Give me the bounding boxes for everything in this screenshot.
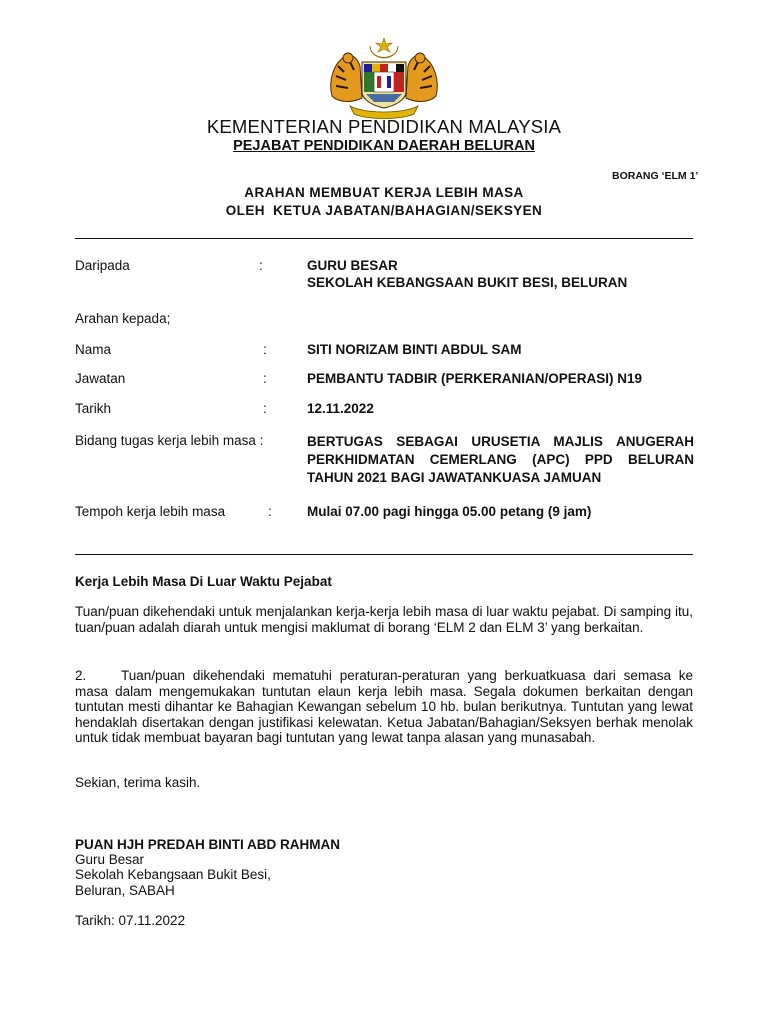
tarikh-value: 12.11.2022 [307,401,374,416]
ministry-name: KEMENTERIAN PENDIDIKAN MALAYSIA [206,116,562,137]
daripada-label: Daripada [75,258,130,273]
tempoh-value: Mulai 07.00 pagi hingga 05.00 petang (9 jam) [307,504,592,519]
paragraph-2: Tuan/puan dikehendaki mematuhi peraturan-peraturan yang berkuatkuasa dari semasa ke masa dalam mengemukakan tuntutan elaun kerja lebih masa. Segala dokumen berkaitan dengan tuntutan mesti dihantar ke Bahagian Kewangan sebelum 10 hb. bulan berikutnya. Tuntutan yang lewat hendaklah disertakan dengan justifikasi kelewatan. Ketua Jabatan/Bahagian/Seksyen berhak menolak untuk tidak membuat bayaran bagi tuntutan yang lewat tanpa alasan yang munasabah. [75,668,693,745]
jawatan-value: PEMBANTU TADBIR (PERKERANIAN/OPERASI) N19 [307,371,643,386]
jawatan-label: Jawatan [75,371,126,386]
jawatan-colon: : [263,371,267,386]
office-name: PEJABAT PENDIDIKAN DAERAH BELURAN [233,138,535,154]
tempoh-colon: : [268,504,272,519]
daripada-value-line2: SEKOLAH KEBANGSAAN BUKIT BESI, BELURAN [307,275,628,290]
form-code: BORANG ‘ELM 1’ [612,170,699,182]
section-heading: Kerja Lebih Masa Di Luar Waktu Pejabat [75,574,332,589]
signatory-school: Sekolah Kebangsaan Bukit Besi, [75,867,271,882]
signatory-position: Guru Besar [75,852,145,867]
nama-colon: : [263,342,267,357]
signatory-name: PUAN HJH PREDAH BINTI ABD RAHMAN [75,837,341,852]
bidang-tugas-label: Bidang tugas kerja lebih masa : [75,433,264,448]
nama-label: Nama [75,342,112,357]
tarikh-label: Tarikh [75,401,112,416]
daripada-colon: : [259,258,263,273]
nama-value: SITI NORIZAM BINTI ABDUL SAM [307,342,522,357]
bidang-tugas-value: BERTUGAS SEBAGAI URUSETIA MAJLIS ANUGERAH PERKHIDMATAN CEMERLANG (APC) PPD BELURAN TAHUN 2021 BAGI JAWATANKUASA JAMUAN [307,434,694,485]
top-divider [75,238,693,239]
tempoh-label: Tempoh kerja lebih masa [75,504,226,519]
paragraph-2-number-text: 2. [75,668,87,683]
document-title-line1: ARAHAN MEMBUAT KERJA LEBIH MASA [244,185,524,200]
closing-text: Sekian, terima kasih. [75,775,201,790]
tarikh-colon: : [263,401,267,416]
daripada-value-line1: GURU BESAR [307,258,398,273]
signature-date: Tarikh: 07.11.2022 [75,913,186,928]
signatory-location: Beluran, SABAH [75,883,175,898]
document-title-line2: OLEH KETUA JABATAN/BAHAGIAN/SEKSYEN [225,203,543,218]
bottom-divider [75,554,693,555]
paragraph-1: Tuan/puan dikehendaki untuk menjalankan kerja-kerja lebih masa di luar waktu pejabat. Di samping itu, tuan/puan adalah diarah untuk mengisi maklumat di borang ‘ELM 2 dan ELM 3’ yang berkaitan. [75,604,693,635]
malaysia-coat-of-arms-icon [324,36,444,120]
arahan-kepada-label: Arahan kepada; [75,311,171,326]
